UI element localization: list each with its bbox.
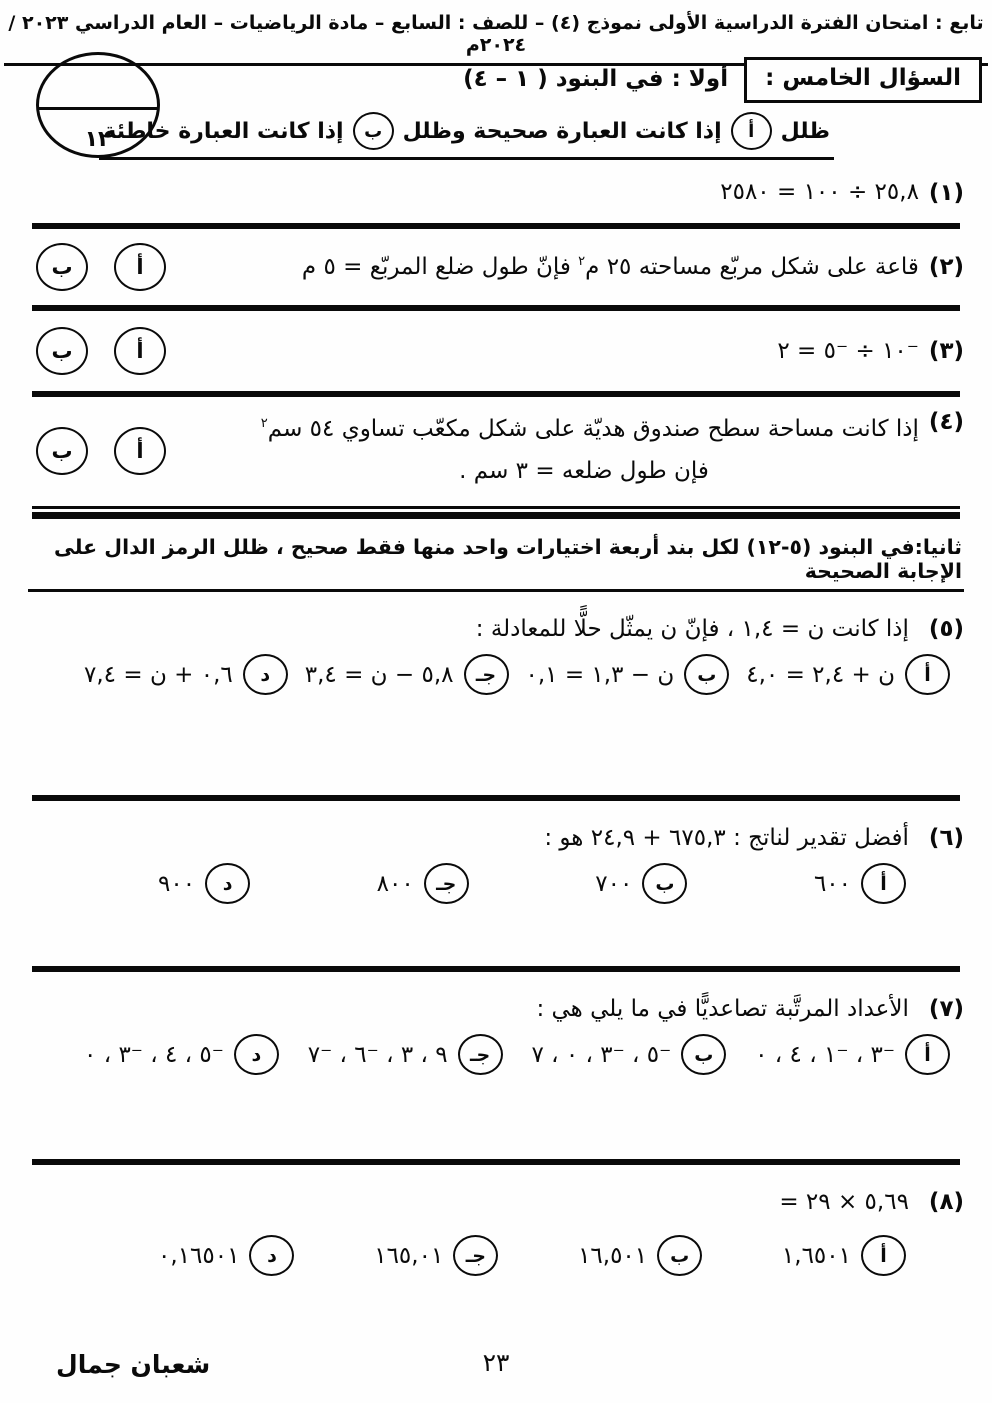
part2-header-range: (٥-١٢) (746, 535, 812, 560)
option-a-value: ١,٦٥٠١ (781, 1242, 851, 1269)
item-8-question-text: ٥,٦٩ × ٢٩ = (779, 1189, 909, 1216)
divider (32, 1159, 960, 1165)
item-4-false-circle[interactable]: ب (36, 427, 88, 475)
score-divider-line (37, 107, 159, 110)
option-b-value: ٧٠٠ (595, 870, 633, 897)
option-d-value: ٠,٦ + ن = ٧,٤ (84, 661, 233, 688)
part2-item-7 (28, 996, 964, 1075)
page-number: ٢٣ (482, 1348, 510, 1377)
part2-header-text (28, 535, 964, 592)
item-2-text: قاعة على شكل مربّع مساحته ٢٥ م (585, 253, 919, 280)
option-c (377, 863, 469, 904)
item-2-superscript: ٢ (578, 253, 586, 269)
item-2-text2: فإنّ طول ضلع المربّع = ٥ م (301, 253, 571, 280)
item-8-number: (٨) (928, 1189, 964, 1216)
divider (32, 795, 960, 801)
item-2-statement (166, 247, 919, 288)
item-4-text: إذا كانت مساحة سطح صندوق هديّة على شكل مكعّب تساوي ٥٤ سم (267, 416, 919, 443)
part2-item-6 (28, 825, 964, 904)
item-7-question (28, 996, 964, 1022)
option-b-circle[interactable]: ب (681, 1034, 726, 1075)
instruction-circle-a: أ (731, 112, 772, 150)
option-c (374, 1235, 498, 1276)
item-6-question-text: أفضل تقدير لناتج : ٦٧٥,٣ + ٢٤,٩ هو : (544, 825, 909, 852)
option-b (595, 863, 687, 904)
author-name: شعبان جمال (56, 1350, 211, 1379)
option-a (782, 1235, 906, 1276)
part1-item-3 (28, 311, 964, 391)
item-5-question (28, 616, 964, 642)
option-b-value: ⁻٥ ، ⁻٣ ، ٠ ، ٧ (531, 1041, 672, 1068)
option-b-circle[interactable]: ب (684, 654, 729, 695)
exam-content (28, 168, 964, 1276)
option-d (84, 654, 288, 695)
item-7-number: (٧) (928, 996, 964, 1023)
option-b (578, 1235, 702, 1276)
part2-header (28, 535, 964, 592)
item-8-question (28, 1189, 964, 1215)
part1-item-4 (28, 397, 964, 506)
part2-item-8 (28, 1189, 964, 1276)
divider (32, 966, 960, 972)
option-b-circle[interactable]: ب (642, 863, 687, 904)
item-3-number: (٣) (928, 338, 964, 365)
item-5-question-text: إذا كانت ن = ١,٤ ، فإنّ ن يمثّل حلًّا للمعادلة : (475, 616, 909, 643)
instruction-end-text: إذا كانت العبارة خاطئة (103, 118, 344, 144)
item-2-number: (٢) (928, 254, 964, 281)
part2-item-5 (28, 616, 964, 695)
option-d (158, 863, 250, 904)
option-d-circle[interactable]: د (249, 1235, 294, 1276)
option-c-circle[interactable]: جـ (458, 1034, 503, 1075)
option-a-value: ⁻٣ ، ⁻١ ، ٤ ، ٠ (755, 1041, 895, 1068)
item-4-true-circle[interactable]: أ (114, 427, 166, 475)
item-6-number: (٦) (928, 825, 964, 852)
item-2-true-circle[interactable]: أ (114, 243, 166, 291)
option-c-value: ١٦٥,٠١ (374, 1242, 444, 1269)
double-divider (32, 506, 960, 519)
option-d-value: ٩٠٠ (158, 870, 196, 897)
option-b-value: ١٦,٥٠١ (578, 1242, 648, 1269)
option-a-circle[interactable]: أ (861, 1235, 906, 1276)
option-c-value: ٩ ، ٣ ، ⁻٦ ، ⁻٧ (307, 1041, 448, 1068)
item-3-false-circle[interactable]: ب (36, 327, 88, 375)
item-4-superscript: ٢ (260, 416, 268, 432)
option-a-circle[interactable]: أ (905, 1034, 950, 1075)
option-a-value: ن + ٢,٤ = ٤,٠ (746, 661, 895, 688)
option-b-circle[interactable]: ب (657, 1235, 702, 1276)
option-a (814, 863, 906, 904)
item-4-answer-circles (36, 427, 166, 475)
option-d-circle[interactable]: د (205, 863, 250, 904)
option-d (84, 1034, 279, 1075)
instruction-mid-text: إذا كانت العبارة صحيحة وظلل (402, 118, 722, 144)
option-a-value: ٦٠٠ (813, 870, 851, 897)
exam-header-text: تابع : امتحان الفترة الدراسية الأولى نموذج (٤) – للصف : السابع – مادة الرياضيات – العام الدراسي ٢٠٢٣ / ٢٠٢٤م (4, 12, 988, 66)
item-7-options (84, 1034, 950, 1075)
item-7-question-text: الأعداد المرتَّبة تصاعديًّا في ما يلي هي : (536, 996, 909, 1023)
item-3-true-circle[interactable]: أ (114, 327, 166, 375)
score-value: ١٢ (84, 127, 112, 152)
option-d-value: ٠,١٦٥٠١ (158, 1242, 240, 1269)
part1-label: أولا : في البنود ( ١ – ٤) (463, 66, 729, 92)
item-2-false-circle[interactable]: ب (36, 243, 88, 291)
part1-item-1 (28, 168, 964, 223)
item-6-options (158, 863, 906, 904)
option-b (525, 654, 729, 695)
item-5-number: (٥) (928, 616, 964, 643)
option-a-circle[interactable]: أ (905, 654, 950, 695)
option-a (755, 1034, 950, 1075)
instruction-shade-word: ظلل (780, 118, 830, 144)
item-5-options (84, 654, 950, 695)
option-d-value: ⁻٥ ، ٤ ، ⁻٣ ، ٠ (84, 1041, 224, 1068)
option-d-circle[interactable]: د (234, 1034, 279, 1075)
option-c (305, 654, 509, 695)
option-c-circle[interactable]: جـ (453, 1235, 498, 1276)
part2-header-pre: ثانيا:في البنود (811, 535, 962, 560)
instruction-line (99, 112, 834, 160)
item-4-line2: فإن طول ضلعه = ٣ سم . (459, 457, 709, 484)
item-6-question (28, 825, 964, 851)
item-2-answer-circles (36, 243, 166, 291)
item-1-number: (١) (928, 179, 964, 206)
option-d (158, 1235, 294, 1276)
option-a (746, 654, 950, 695)
option-c-value: ٥,٨ − ن = ٣,٤ (304, 661, 454, 688)
item-3-statement: ⁻١٠ ÷ ⁻٥ = ٢ (777, 337, 919, 364)
option-c (308, 1034, 503, 1075)
option-c-circle[interactable]: جـ (424, 863, 469, 904)
option-b-value: ن − ١,٣ = ٠,١ (525, 661, 675, 688)
item-1-statement: ٢٥,٨ ÷ ١٠٠ = ٢٥٨٠ (720, 179, 919, 205)
option-a-circle[interactable]: أ (861, 863, 906, 904)
option-b (531, 1034, 726, 1075)
item-4-line1 (261, 416, 919, 442)
option-d-circle[interactable]: د (243, 654, 288, 695)
question-five-row (463, 57, 982, 103)
item-3-answer-circles (36, 327, 166, 375)
question-five-box: السؤال الخامس : (744, 57, 982, 103)
part1-item-2 (28, 229, 964, 305)
part2-header-post: لكل بند أربعة اختيارات واحد منها فقط صحيح ، ظلل الرمز الدال على الإجابة الصحيحة (54, 535, 962, 584)
item-4-statement (166, 409, 919, 492)
option-c-value: ٨٠٠ (376, 870, 414, 897)
item-8-options (158, 1235, 906, 1276)
instruction-circle-b: ب (353, 112, 394, 150)
option-c-circle[interactable]: جـ (464, 654, 509, 695)
item-4-number: (٤) (928, 409, 964, 436)
